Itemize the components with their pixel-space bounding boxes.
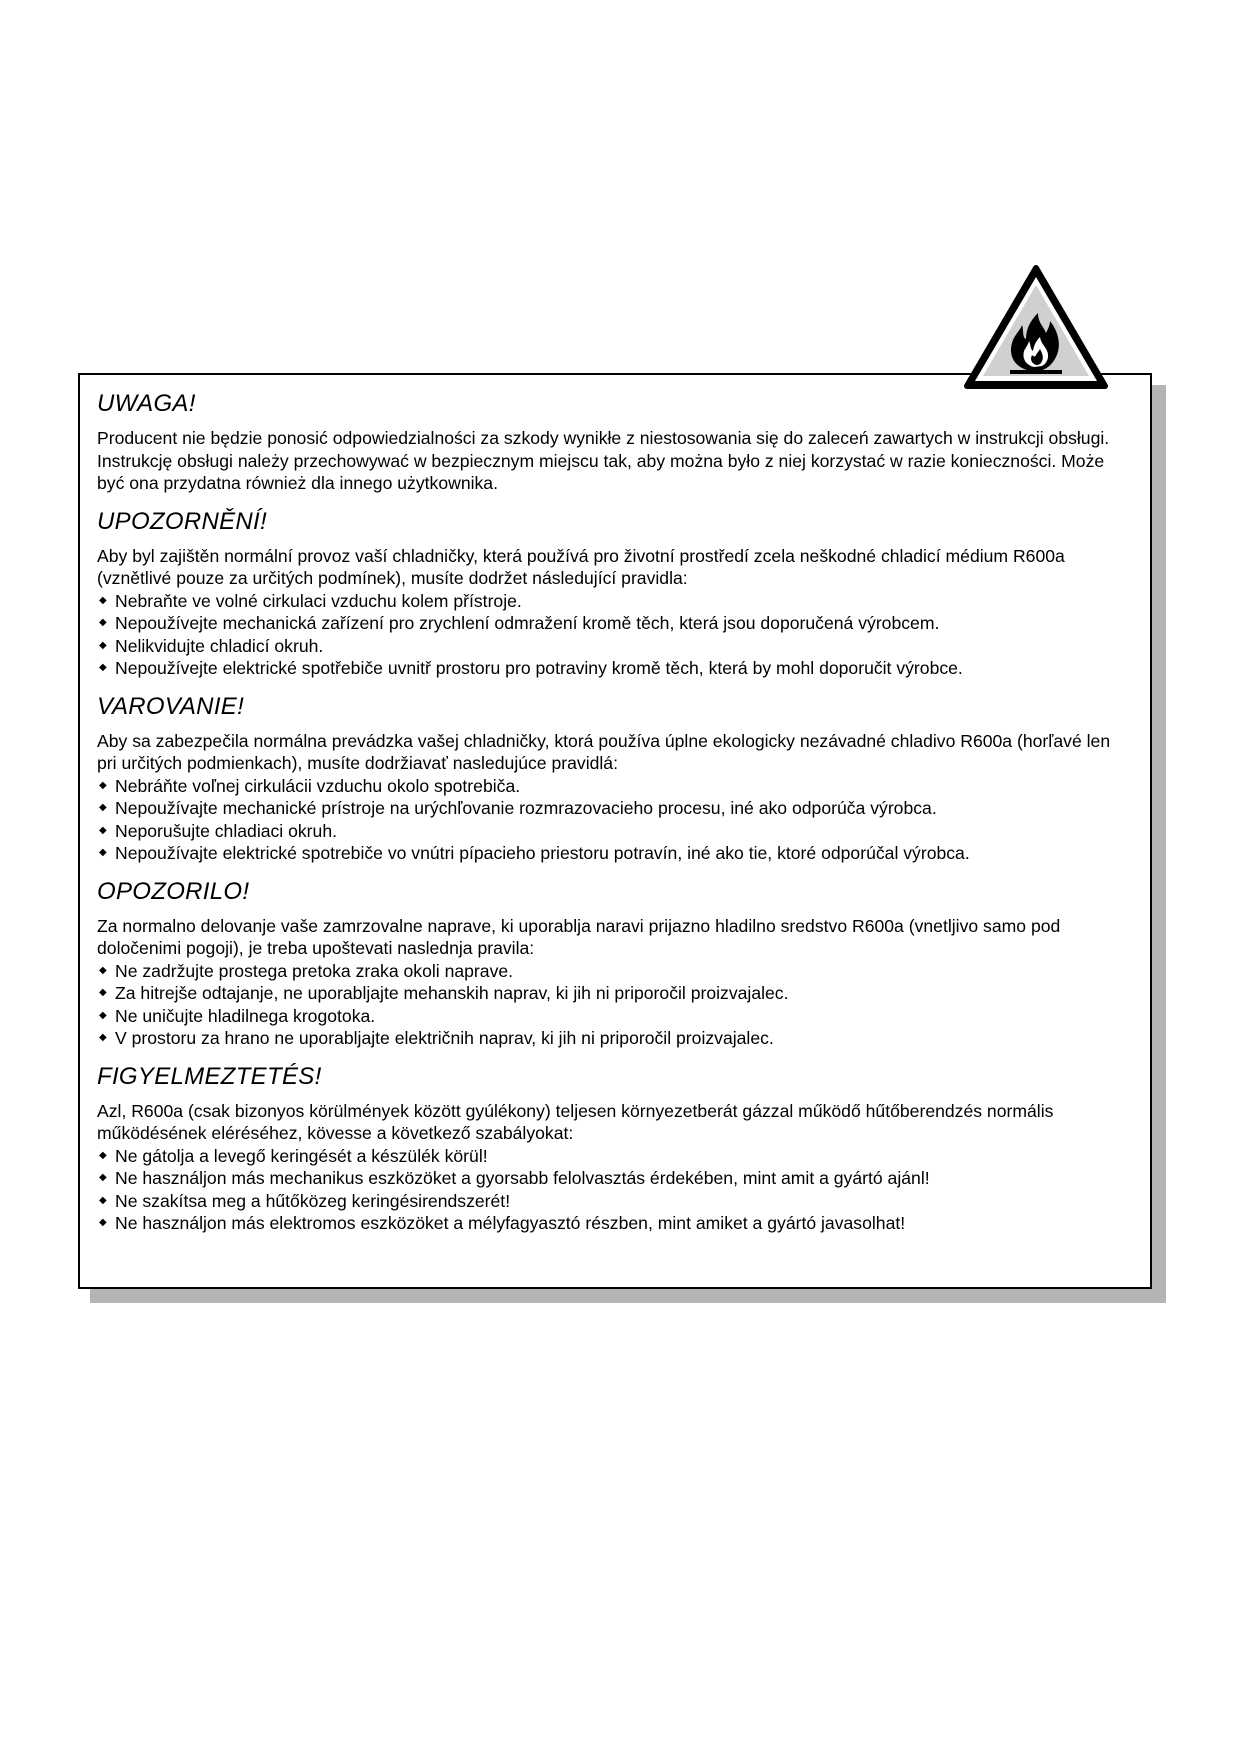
rule-list <box>97 960 1130 1050</box>
section-hungarian <box>97 1062 1130 1235</box>
section-text: Producent nie będzie ponosić odpowiedzialności za szkody wynikłe z niestosowania się do zaleceń zawartych w instrukcji obsługi. Instrukcję obsługi należy przechowywać w bezpiecznym miejscu tak, aby można było z niej korzystać w razie konieczności. Może być ona przydatna również dla innego użytkownika. <box>97 428 1110 493</box>
rule-item: ◆ Ne gátolja a levegő keringését a készülék körül! <box>97 1145 1130 1168</box>
rule-list <box>97 775 1130 865</box>
rule-item: ◆ Za hitrejše odtajanje, ne uporabljajte mehanskih naprav, ki jih ni priporočil proizvajalec. <box>97 982 1130 1005</box>
rule-item: ◆ Nebraňte ve volné cirkulaci vzduchu kolem přístroje. <box>97 590 1130 613</box>
section-heading: VAROVANIE! <box>97 692 245 720</box>
rule-item: ◆ Ne használjon más elektromos eszközöket a mélyfagyasztó részben, mint amiket a gyártó javasolhat! <box>97 1212 1130 1235</box>
section-text: Za normalno delovanje vaše zamrzovalne naprave, ki uporablja naravi prijazno hladilno sredstvo R600a (vnetljivo samo pod določenimi pogoji), je treba upoštevati naslednja pravila: <box>97 915 1061 958</box>
flammable-fire-warning-icon <box>964 265 1108 391</box>
safety-warning-box <box>78 373 1152 1289</box>
section-heading: UPOZORNĚNÍ! <box>97 507 267 535</box>
rule-item: ◆ Nepoužívajte mechanické prístroje na urýchľovanie rozmrazovacieho procesu, iné ako odporúča výrobca. <box>97 797 1130 820</box>
rule-item: ◆ Nelikvidujte chladicí okruh. <box>97 635 1130 658</box>
rule-item: ◆ Nepoužívejte elektrické spotřebiče uvnitř prostoru pro potraviny kromě těch, která by mohl doporučit výrobce. <box>97 657 1130 680</box>
rule-item: ◆ Nepoužívajte elektrické spotrebiče vo vnútri pípacieho priestoru potravín, iné ako tie, ktoré odporúčal výrobca. <box>97 842 1130 865</box>
section-heading: UWAGA! <box>97 390 196 417</box>
section-heading: OPOZORILO! <box>97 877 250 905</box>
rule-item: ◆ Neporušujte chladiaci okruh. <box>97 820 1130 843</box>
section-text: Aby byl zajištěn normální provoz vaší chladničky, která používá pro životní prostředí zcela neškodné chladicí médium R600a (vznětlivé pouze za určitých podmínek), musíte dodržet následující pravidla: <box>97 545 1065 588</box>
rule-item: ◆ Nebráňte voľnej cirkulácii vzduchu okolo spotrebiča. <box>97 775 1130 798</box>
rule-item: ◆ Ne zadržujte prostega pretoka zraka okoli naprave. <box>97 960 1130 983</box>
section-heading: FIGYELMEZTETÉS! <box>97 1062 322 1090</box>
section-text: Aby sa zabezpečila normálna prevádzka vašej chladničky, ktorá používa úplne ekologicky nezávadné chladivo R600a (horľavé len pri určitých podmienkach), musíte dodržiavať nasledujúce pravidlá: <box>97 730 1111 773</box>
rule-item: ◆ Nepoužívejte mechanická zařízení pro zrychlení odmražení kromě těch, která jsou doporučená výrobcem. <box>97 612 1130 635</box>
rule-list <box>97 1145 1130 1235</box>
rule-item: ◆ Ne szakítsa meg a hűtőközeg keringésirendszerét! <box>97 1190 1130 1213</box>
rule-item: ◆ Ne uničujte hladilnega krogotoka. <box>97 1005 1130 1028</box>
section-czech <box>97 507 1130 680</box>
rule-item: ◆ Ne használjon más mechanikus eszközöket a gyorsabb felolvasztás érdekében, mint amit a gyártó ajánl! <box>97 1167 1130 1190</box>
section-polish <box>97 389 1130 495</box>
rule-list <box>97 590 1130 680</box>
rule-item: ◆ V prostoru za hrano ne uporabljajte električnih naprav, ki jih ni priporočil proizvajalec. <box>97 1027 1130 1050</box>
section-slovak <box>97 692 1130 865</box>
section-slovenian <box>97 877 1130 1050</box>
section-text: Azl, R600a (csak bizonyos körülmények között gyúlékony) teljesen környezetberát gázzal működő hűtőberendzés normális működésének eléréséhez, kövesse a következő szabályokat: <box>97 1100 1054 1143</box>
